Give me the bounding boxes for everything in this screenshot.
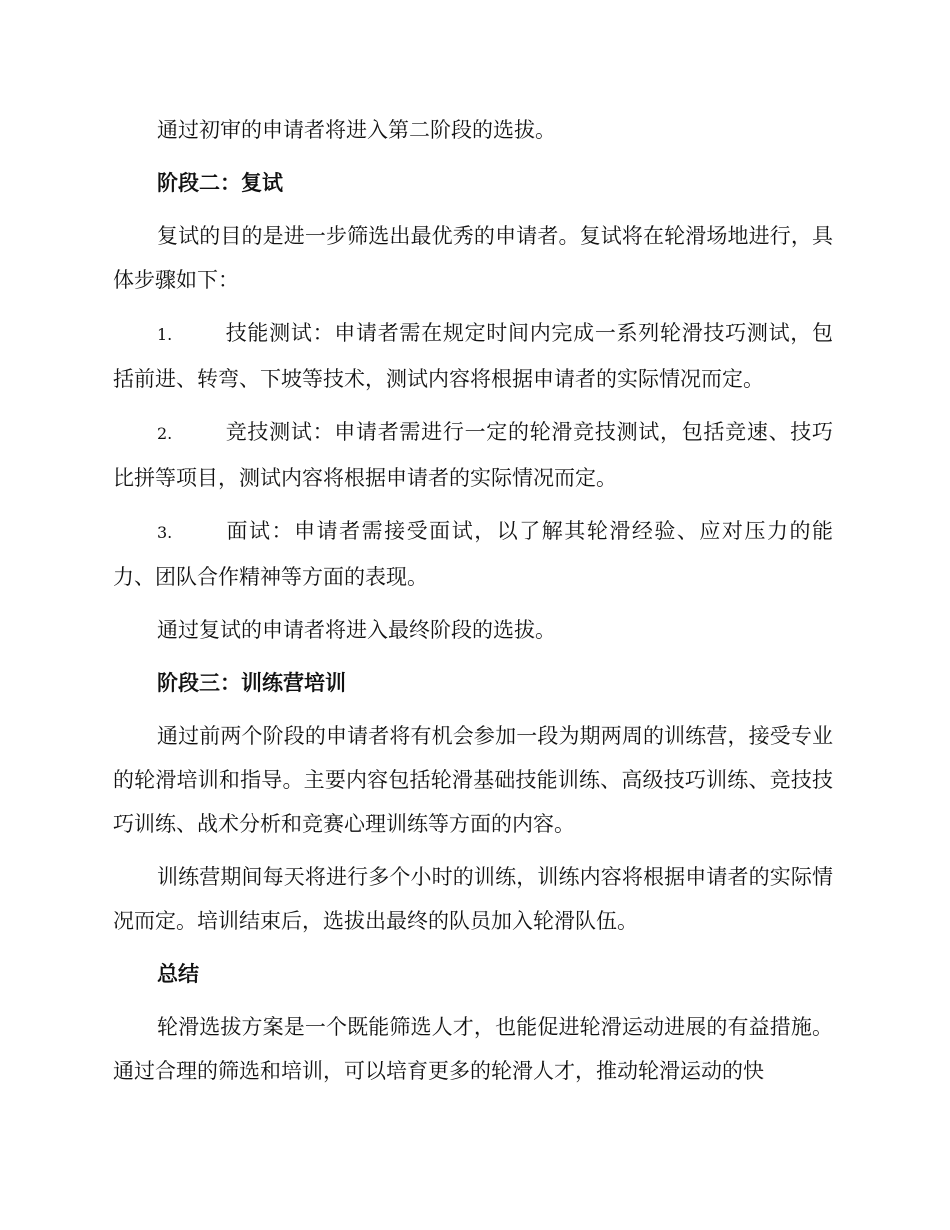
paragraph-retest-intro: 复试的目的是进一步筛选出最优秀的申请者。复试将在轮滑场地进行，具体步骤如下： (113, 224, 833, 292)
list-number: 2. (157, 424, 173, 443)
paragraph-retest-result: 通过复试的申请者将进入最终阶段的选拔。 (157, 618, 556, 642)
document-body (113, 108, 833, 1102)
list-item-skill-test (113, 311, 833, 401)
list-item-interview (113, 509, 833, 599)
paragraph-training-camp-intro: 通过前两个阶段的申请者将有机会参加一段为期两周的训练营，接受专业的轮滑培训和指导。主要内容包括轮滑基础技能训练、高级技巧训练、竞技技巧训练、战术分析和竞赛心理训练等方面的内容。 (113, 724, 833, 836)
paragraph-summary: 轮滑选拔方案是一个既能筛选人才，也能促进轮滑运动进展的有益措施。通过合理的筛选和培训，可以培育更多的轮滑人才，推动轮滑运动的快 (113, 1015, 833, 1083)
list-number: 3. (157, 523, 173, 542)
paragraph-initial-review-result: 通过初审的申请者将进入第二阶段的选拔。 (157, 118, 556, 142)
list-item-competition-test (113, 410, 833, 500)
list-item-text: 技能测试：申请者需在规定时间内完成一系列轮滑技巧测试，包括前进、转弯、下坡等技术，测试内容将根据申请者的实际情况而定。 (113, 321, 833, 391)
list-item-text: 竞技测试：申请者需进行一定的轮滑竞技测试，包括竞速、技巧比拼等项目，测试内容将根据申请者的实际情况而定。 (113, 420, 833, 490)
heading-summary: 总结 (157, 962, 199, 986)
paragraph-training-camp-schedule: 训练营期间每天将进行多个小时的训练，训练内容将根据申请者的实际情况而定。培训结束后，选拔出最终的队员加入轮滑队伍。 (113, 865, 833, 933)
heading-stage-three: 阶段三：训练营培训 (157, 671, 346, 695)
list-item-text: 面试：申请者需接受面试，以了解其轮滑经验、应对压力的能力、团队合作精神等方面的表现。 (113, 519, 833, 589)
heading-stage-two: 阶段二：复试 (157, 171, 283, 195)
list-number: 1. (157, 325, 173, 344)
